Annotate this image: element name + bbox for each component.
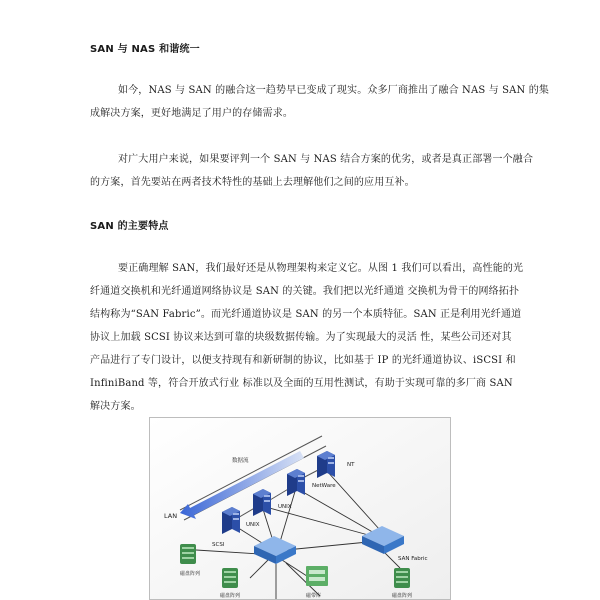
paragraph-3-line-5: 产品进行了专门设计，以便支持现有和新研制的协议，比如基于 IP 的光纤通道协议、iSCSI 和 [90, 355, 516, 366]
label-unix-1: UNIX [278, 504, 292, 510]
san-diagram [150, 418, 451, 600]
paragraph-3-line-6: InfiniBand 等，符合开放式行业 标准以及全面的互用性测试，有助于实现可靠的多厂商 SAN [90, 378, 513, 389]
disk-array-3 [394, 568, 410, 588]
paragraph-3-line-2: 纤通道交换机和光纤通道网络协议是 SAN 的关键。我们把以光纤通道 交换机为骨干的网络拓扑 [90, 286, 520, 297]
label-nt: NT [347, 462, 355, 468]
disk-array-1 [180, 544, 196, 564]
paragraph-2-line-1: 对广大用户来说，如果要评判一个 SAN 与 NAS 结合方案的优劣，或者是真正部署一个融合 [118, 154, 534, 165]
heading-san-nas: SAN 与 NAS 和谐统一 [90, 44, 200, 55]
label-disk-array-2: 磁盘阵列 [220, 593, 241, 599]
san-architecture-figure [149, 417, 451, 600]
paragraph-1-line-2: 成解决方案，更好地满足了用户的存储需求。 [90, 108, 293, 119]
label-disk-array-3: 磁盘阵列 [392, 593, 413, 599]
label-data-flow: 数据流 [232, 458, 249, 464]
paragraph-3-line-3: 结构称为“SAN Fabric”。而光纤通道协议是 SAN 的另一个本质特征。SAN 正是利用光纤通道 [90, 309, 522, 320]
paragraph-1 [90, 79, 550, 125]
paragraph-2 [90, 148, 534, 194]
paragraph-3-line-1: 要正确理解 SAN，我们最好还是从物理架构来定义它。从图 1 我们可以看出，高性能的光 [118, 263, 524, 274]
heading-san-features: SAN 的主要特点 [90, 221, 169, 232]
paragraph-1-line-1: 如今，NAS 与 SAN 的融合这一趋势早已变成了现实。众多厂商推出了融合 NAS 与 SAN 的集 [118, 85, 550, 96]
disk-array-2 [222, 568, 238, 588]
tape-library [306, 566, 328, 586]
label-san-fabric: SAN Fabric [398, 556, 428, 562]
paragraph-3-line-4: 协议上加载 SCSI 协议来达到可靠的块级数据传输。为了实现最大的灵活 性，某些公司还对其 [90, 332, 512, 343]
label-lan: LAN [164, 512, 178, 520]
label-unix-2: UNIX [246, 522, 260, 528]
paragraph-3-line-7: 解决方案。 [90, 401, 141, 412]
paragraph-3 [90, 257, 524, 418]
paragraph-2-line-2: 的方案，首先要站在两者技术特性的基础上去理解他们之间的应用互补。 [90, 177, 415, 188]
label-disk-array-1: 磁盘阵列 [180, 571, 201, 577]
label-scsi: SCSI [212, 542, 225, 548]
label-tape-library: 磁带库 [306, 593, 322, 599]
label-netware: NetWare [312, 483, 336, 489]
